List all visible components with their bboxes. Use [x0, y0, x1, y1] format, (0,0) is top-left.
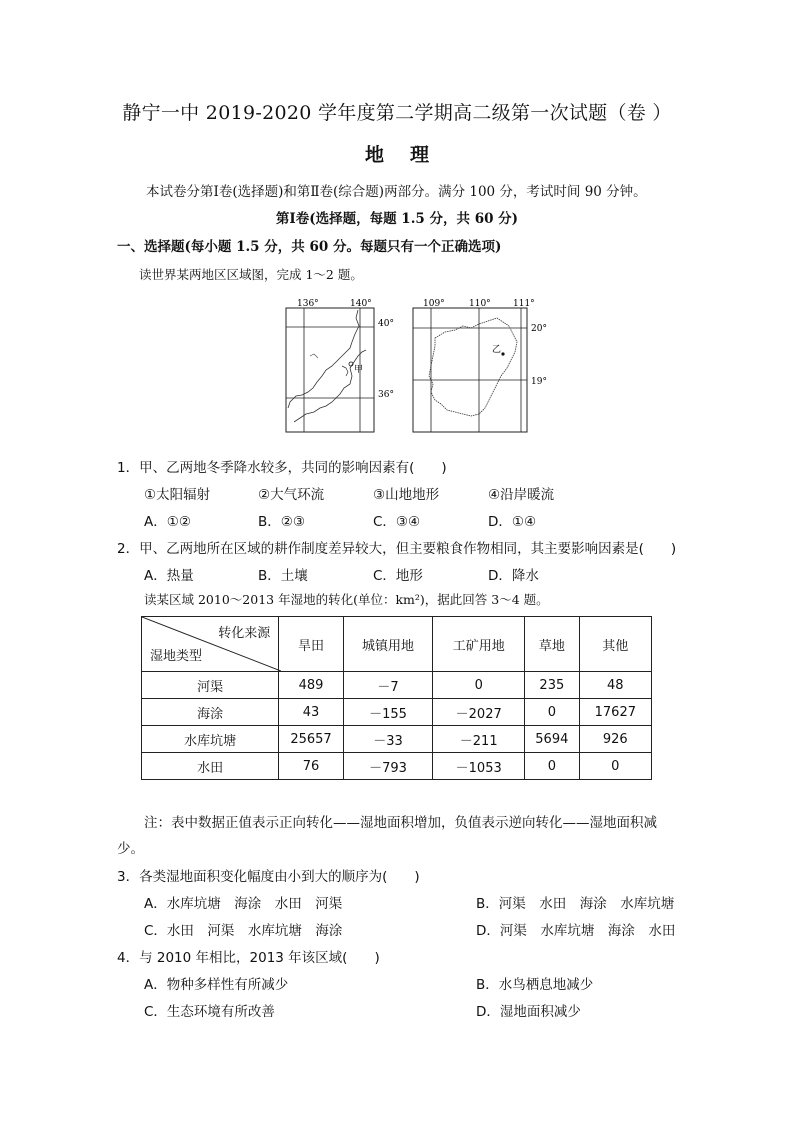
- column-header: 草地: [525, 617, 580, 672]
- table-cell: －155: [343, 699, 433, 726]
- q2-option-b[interactable]: B．土壤: [258, 568, 308, 584]
- table-intro: 读某区域 2010～2013 年湿地的转化(单位：km²)，据此回答 3～4 题。: [144, 592, 549, 607]
- table-cell: 17627: [579, 699, 651, 726]
- corner-bottom: 湿地类型: [150, 649, 203, 664]
- table-cell: 48: [579, 672, 651, 699]
- subject-title: 地理: [364, 144, 455, 166]
- table-corner: [142, 617, 279, 672]
- table-cell: －33: [343, 726, 433, 753]
- q1-option-b[interactable]: B．②③: [258, 514, 305, 530]
- q3-option-c[interactable]: C．水田 河渠 水库坑塘 海涂: [144, 923, 343, 939]
- column-header: 城镇用地: [343, 617, 433, 672]
- section-title: 一、选择题(每小题 1.5 分，共 60 分。每题只有一个正确选项): [117, 239, 502, 255]
- row-type: 河渠: [142, 672, 279, 699]
- row-type: 海涂: [142, 699, 279, 726]
- map-intro: 读世界某两地区区域图，完成 1～2 题。: [139, 267, 363, 282]
- map-jia: [280, 296, 400, 440]
- q4-option-b[interactable]: B．水鸟栖息地减少: [476, 977, 594, 993]
- table-cell: 489: [279, 672, 344, 699]
- table-cell: －7: [343, 672, 433, 699]
- table-cell: 25657: [279, 726, 344, 753]
- table-cell: －1053: [433, 753, 525, 780]
- q3-option-b[interactable]: B．河渠 水田 海涂 水库坑塘: [476, 896, 675, 912]
- table-row: [142, 672, 652, 699]
- table-cell: 0: [433, 672, 525, 699]
- place-label-jia: 甲: [354, 365, 364, 375]
- q1-factor: ③山地地形: [373, 487, 440, 503]
- table-cell: －793: [343, 753, 433, 780]
- table-cell: 0: [525, 753, 580, 780]
- table-row: [142, 726, 652, 753]
- table-cell: －211: [433, 726, 525, 753]
- table-cell: 235: [525, 672, 580, 699]
- table-row: [142, 753, 652, 780]
- place-dot-yi: [501, 352, 504, 355]
- row-type: 水田: [142, 753, 279, 780]
- table-note-cont: 少。: [117, 841, 144, 857]
- q1-option-d[interactable]: D．①④: [488, 514, 537, 530]
- table-row: [142, 699, 652, 726]
- lat-label: 40°: [378, 319, 394, 329]
- q2-option-a[interactable]: A．热量: [144, 568, 194, 584]
- exam-intro: 本试卷分第Ⅰ卷(选择题)和第Ⅱ卷(综合题)两部分。满分 100 分，考试时间 90 分钟。: [146, 184, 647, 200]
- map-yi: [405, 296, 555, 440]
- table-cell: －2027: [433, 699, 525, 726]
- place-label-yi: 乙: [492, 345, 502, 355]
- q2-option-c[interactable]: C．地形: [373, 568, 423, 584]
- q3-option-d[interactable]: D．河渠 水库坑塘 海涂 水田: [476, 923, 676, 939]
- q2-stem: 2．甲、乙两地所在区域的耕作制度差异较大，但主要粮食作物相同，其主要影响因素是( ): [117, 541, 677, 557]
- table-cell: 926: [579, 726, 651, 753]
- q3-option-a[interactable]: A．水库坑塘 海涂 水田 河渠: [144, 896, 343, 912]
- lon-label: 110°: [469, 299, 491, 309]
- column-header: 工矿用地: [433, 617, 525, 672]
- lat-label: 19°: [531, 377, 547, 387]
- q4-option-a[interactable]: A．物种多样性有所减少: [144, 977, 289, 993]
- q2-option-d[interactable]: D．降水: [488, 568, 539, 584]
- table-cell: 0: [525, 699, 580, 726]
- table-cell: 76: [279, 753, 344, 780]
- lon-label: 136°: [297, 299, 319, 309]
- lat-label: 20°: [531, 324, 547, 334]
- table-cell: 43: [279, 699, 344, 726]
- lat-label: 36°: [378, 390, 394, 400]
- q1-option-a[interactable]: A．①②: [144, 514, 191, 530]
- q3-stem: 3．各类湿地面积变化幅度由小到大的顺序为( ): [117, 869, 420, 885]
- corner-top: 转化来源: [218, 626, 271, 641]
- q1-factor: ②大气环流: [258, 487, 325, 503]
- table-cell: 0: [579, 753, 651, 780]
- column-header: 其他: [579, 617, 651, 672]
- part-title: 第Ⅰ卷(选择题，每题 1.5 分，共 60 分): [275, 211, 519, 227]
- q1-stem: 1．甲、乙两地冬季降水较多，共同的影响因素有( ): [117, 460, 447, 476]
- lon-label: 111°: [513, 299, 535, 309]
- q1-option-c[interactable]: C．③④: [373, 514, 421, 530]
- lon-label: 140°: [350, 299, 372, 309]
- row-type: 水库坑塘: [142, 726, 279, 753]
- q4-option-c[interactable]: C．生态环境有所改善: [144, 1004, 275, 1020]
- table-cell: 5694: [525, 726, 580, 753]
- q1-factor: ④沿岸暖流: [488, 487, 555, 503]
- table-header-row: [142, 617, 652, 672]
- wetland-table: [141, 616, 652, 780]
- table-note: 注：表中数据正值表示正向转化——湿地面积增加，负值表示逆向转化——湿地面积减: [144, 815, 657, 831]
- exam-title: 静宁一中 2019-2020 学年度第二学期高二级第一次试题（卷 ）: [122, 102, 672, 124]
- q1-factor: ①太阳辐射: [144, 487, 211, 503]
- q4-option-d[interactable]: D．湿地面积减少: [476, 1004, 581, 1020]
- q4-stem: 4．与 2010 年相比，2013 年该区域( ): [117, 950, 380, 966]
- column-header: 旱田: [279, 617, 344, 672]
- lon-label: 109°: [423, 299, 445, 309]
